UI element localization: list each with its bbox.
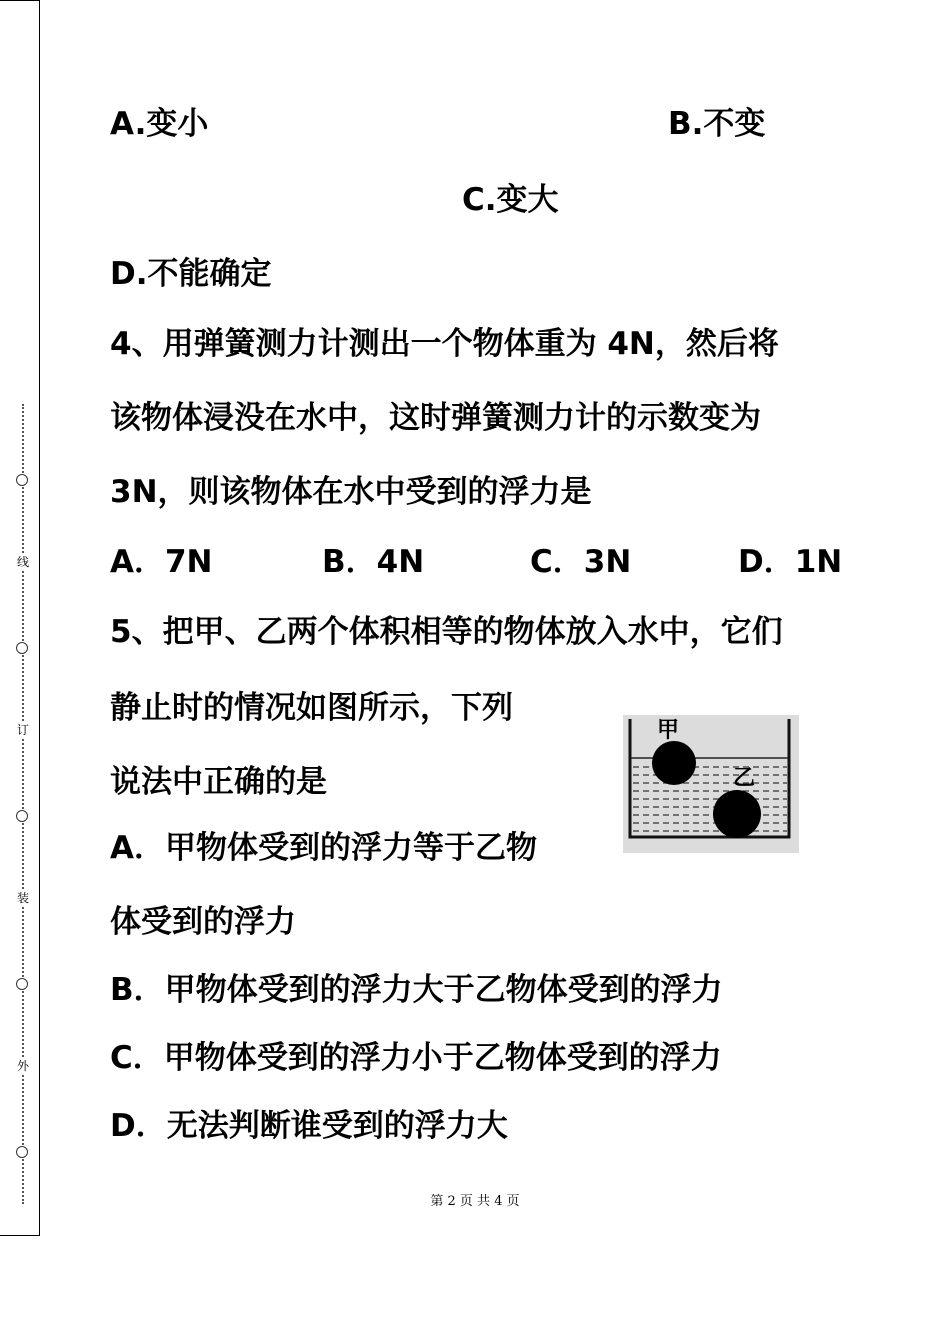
q4-option-b: B．4N [322, 544, 425, 580]
container-outline [630, 719, 789, 837]
binding-circle [16, 1146, 28, 1158]
q4-option-c: C．3N [530, 544, 632, 580]
q4-option-a: A．7N [110, 544, 213, 580]
q5-stem-line-3: 说法中正确的是 [110, 764, 327, 800]
q4-stem-line-3: 3N，则该物体在水中受到的浮力是 [110, 474, 592, 510]
q5-option-b: B．甲物体受到的浮力大于乙物体受到的浮力 [110, 972, 723, 1008]
binding-dotted-line [22, 404, 24, 1204]
label-yi: 乙 [733, 766, 756, 791]
q5-stem-line-1: 5、把甲、乙两个体积相等的物体放入水中，它们 [110, 614, 783, 650]
q5-option-a-line-2: 体受到的浮力 [110, 904, 296, 940]
q3-option-b: B.不变 [668, 106, 766, 142]
figure-drawing [623, 715, 799, 853]
q5-option-c: C．甲物体受到的浮力小于乙物体受到的浮力 [110, 1040, 722, 1076]
q4-option-d: D．1N [738, 544, 843, 580]
binding-circle [16, 474, 28, 486]
q4-stem-line-2: 该物体浸没在水中，这时弹簧测力计的示数变为 [110, 400, 761, 436]
water-dashes [633, 767, 787, 831]
page-footer: 第 2 页 共 4 页 [430, 1194, 520, 1209]
binding-char-zhuang: 装 [14, 890, 32, 906]
binding-char-xian: 线 [14, 554, 32, 570]
ball-yi [713, 790, 761, 838]
binding-strip [14, 404, 32, 1204]
ball-jia [652, 741, 696, 785]
q3-option-a: A.变小 [110, 106, 209, 142]
q5-option-d: D．无法判断谁受到的浮力大 [110, 1108, 508, 1144]
q5-option-a-line-1: A．甲物体受到的浮力等于乙物 [110, 830, 537, 866]
label-jia: 甲 [657, 718, 680, 743]
binding-char-ding: 订 [14, 722, 32, 738]
q3-option-d: D.不能确定 [110, 256, 272, 292]
buoyancy-figure [623, 715, 799, 853]
binding-circle [16, 810, 28, 822]
binding-circle [16, 978, 28, 990]
q3-option-c: C.变大 [462, 182, 559, 218]
q4-stem-line-1: 4、用弹簧测力计测出一个物体重为 4N，然后将 [110, 326, 779, 362]
q5-stem-line-2: 静止时的情况如图所示，下列 [110, 690, 513, 726]
binding-circle [16, 642, 28, 654]
binding-char-wai: 外 [14, 1058, 32, 1074]
